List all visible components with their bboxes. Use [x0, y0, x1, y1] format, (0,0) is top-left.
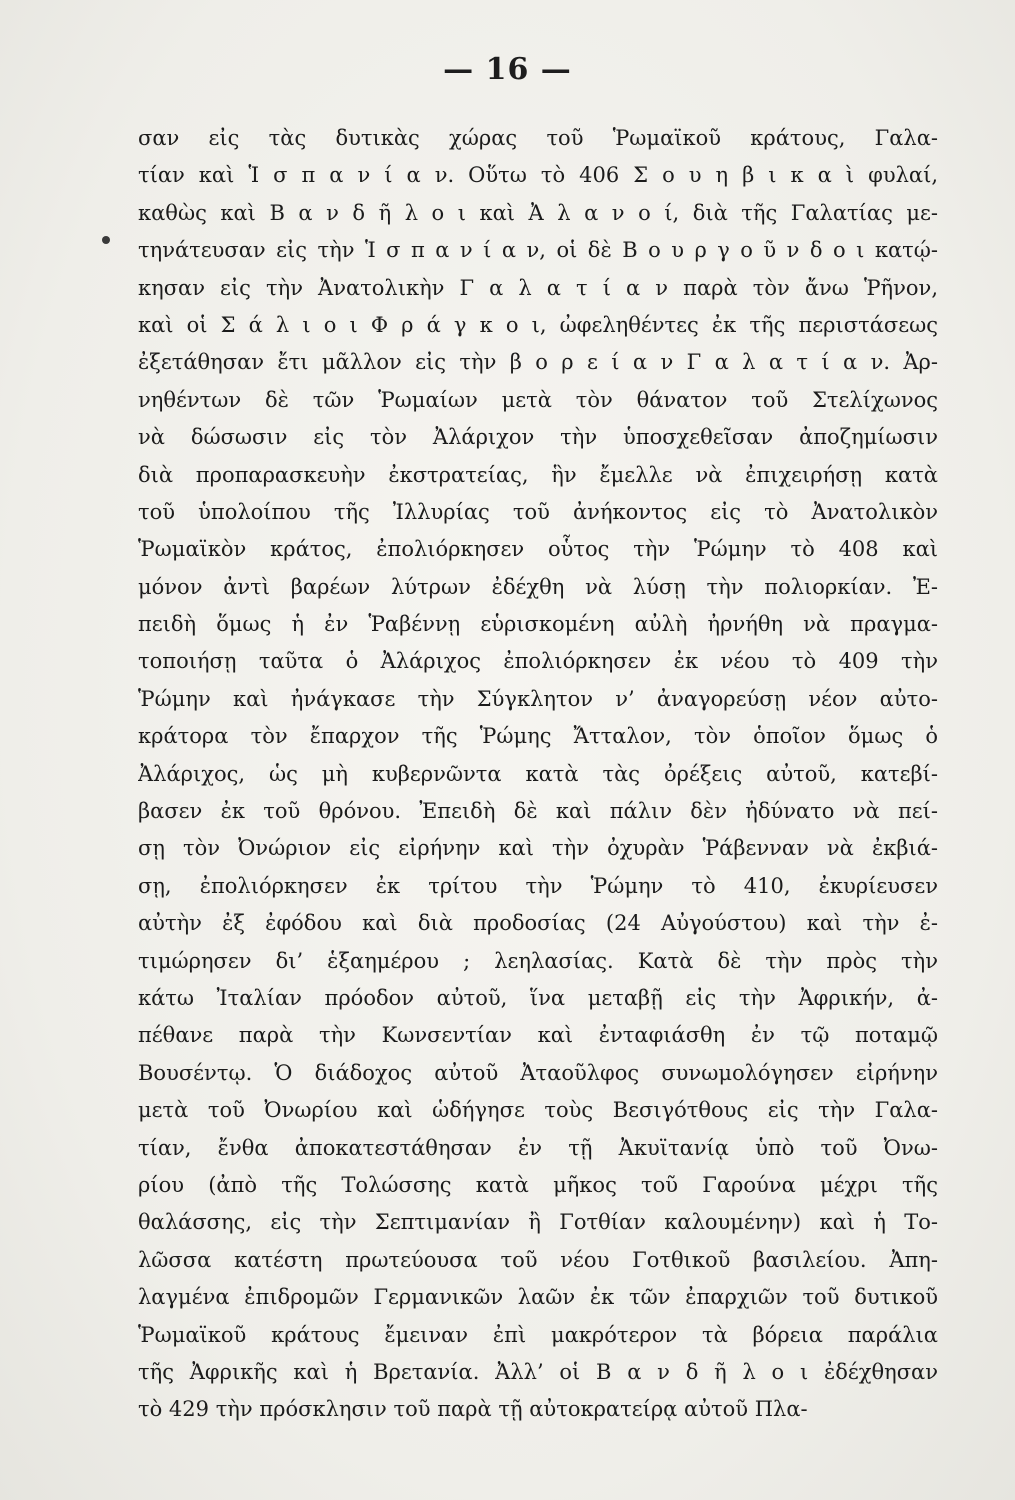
- text-line: κράτορα τὸν ἔπαρχον τῆς Ῥώμης Ἄτταλον, τὸν ὁποῖον ὅμως ὁ: [138, 724, 938, 749]
- text-line: πειδὴ ὅμως ἡ ἐν Ῥαβέννῃ εὑρισκομένη αὐλὴ ἠρνήθη νὰ πραγμα-: [138, 612, 938, 637]
- text-line: νὰ δώσωσιν εἰς τὸν Ἀλάριχον τὴν ὑποσχεθεῖσαν ἀποζημίωσιν: [138, 425, 938, 450]
- text-line: ἐξετάθησαν ἔτι μᾶλλον εἰς τὴν β ο ρ ε ί α ν Γ α λ α τ ί α ν. Ἀρ-: [138, 350, 938, 375]
- text-line: Ῥώμην καὶ ἠνάγκασε τὴν Σύγκλητον ν’ ἀναγορεύσῃ νέον αὐτο-: [138, 686, 938, 711]
- body-text: [138, 120, 938, 1429]
- text-line: Ῥωμαϊκοῦ κράτους ἔμειναν ἐπὶ μακρότερον τὰ βόρεια παράλια: [138, 1322, 938, 1347]
- text-line: σαν εἰς τὰς δυτικὰς χώρας τοῦ Ῥωμαϊκοῦ κράτους, Γαλα-: [138, 126, 938, 150]
- text-line: πέθανε παρὰ τὴν Κωνσεντίαν καὶ ἐνταφιάσθη ἐν τῷ ποταμῷ: [138, 1023, 938, 1048]
- text-line: τοῦ ὑπολοίπου τῆς Ἰλλυρίας τοῦ ἀνήκοντος εἰς τὸ Ἀνατολικὸν: [138, 499, 938, 524]
- text-line: Βουσέντῳ. Ὁ διάδοχος αὐτοῦ Ἀταοῦλφος συνωμολόγησεν εἰρήνην: [138, 1060, 938, 1085]
- text-line: τῆς Ἀφρικῆς καὶ ἡ Βρετανία. Ἀλλ’ οἱ Β α ν δ ῆ λ ο ι ἐδέχθησαν: [138, 1359, 938, 1384]
- text-line: κάτω Ἰταλίαν πρόοδον αὐτοῦ, ἵνα μεταβῇ εἰς τὴν Ἀφρικήν, ἀ-: [138, 985, 938, 1010]
- text-line: τίαν καὶ Ἱ σ π α ν ί α ν. Οὕτω τὸ 406 Σ ο υ η β ι κ α ὶ φυλαί,: [138, 163, 938, 188]
- text-line: τὸ 429 τὴν πρόσκλησιν τοῦ παρὰ τῇ αὐτοκρατείρᾳ αὐτοῦ Πλα-: [138, 1397, 808, 1422]
- text-line: τίαν, ἔνθα ἀποκατεστάθησαν ἐν τῇ Ἀκυϊτανίᾳ ὑπὸ τοῦ Ὀνω-: [138, 1135, 938, 1160]
- text-line: κησαν εἰς τὴν Ἀνατολικὴν Γ α λ α τ ί α ν παρὰ τὸν ἄνω Ῥῆνον,: [138, 275, 938, 300]
- text-line: θαλάσσης, εἰς τὴν Σεπτιμανίαν ἢ Γοτθίαν καλουμένην) καὶ ἡ Το-: [138, 1210, 938, 1235]
- text-line: καθὼς καὶ Β α ν δ ῆ λ ο ι καὶ Ἀ λ α ν ο ί, διὰ τῆς Γαλατίας με-: [138, 200, 938, 225]
- text-line: νηθέντων δὲ τῶν Ῥωμαίων μετὰ τὸν θάνατον τοῦ Στελίχωνος: [138, 387, 938, 412]
- text-line: ρίου (ἀπὸ τῆς Τολώσσης κατὰ μῆκος τοῦ Γαρούνα μέχρι τῆς: [138, 1172, 938, 1197]
- text-line: σῃ τὸν Ὀνώριον εἰς εἰρήνην καὶ τὴν ὀχυρὰν Ῥάβενναν νὰ ἐκβιά-: [138, 836, 938, 861]
- text-line: τιμώρησεν δι’ ἑξαημέρου ; λεηλασίας. Κατὰ δὲ τὴν πρὸς τὴν: [138, 948, 938, 973]
- text-line: λῶσσα κατέστη πρωτεύουσα τοῦ νέου Γοτθικοῦ βασιλείου. Ἀπη-: [138, 1247, 938, 1272]
- text-line: λαγμένα ἐπιδρομῶν Γερμανικῶν λαῶν ἐκ τῶν ἐπαρχιῶν τοῦ δυτικοῦ: [138, 1285, 938, 1310]
- text-line: τοποιήσῃ ταῦτα ὁ Ἀλάριχος ἐπολιόρκησεν ἐκ νέου τὸ 409 τὴν: [138, 649, 938, 674]
- text-line: Ἀλάριχος, ὡς μὴ κυβερνῶντα κατὰ τὰς ὀρέξεις αὐτοῦ, κατεβί-: [138, 761, 938, 786]
- text-line: μόνον ἀντὶ βαρέων λύτρων ἐδέχθη νὰ λύσῃ τὴν πολιορκίαν. Ἐ-: [138, 574, 938, 599]
- margin-ink-dot: [102, 236, 110, 244]
- text-line: αὐτὴν ἐξ ἐφόδου καὶ διὰ προδοσίας (24 Αὐγούστου) καὶ τὴν ἐ-: [138, 911, 938, 936]
- text-line: μετὰ τοῦ Ὀνωρίου καὶ ὡδήγησε τοὺς Βεσιγότθους εἰς τὴν Γαλα-: [138, 1098, 938, 1123]
- text-line: διὰ προπαρασκευὴν ἐκστρατείας, ἣν ἔμελλε νὰ ἐπιχειρήσῃ κατὰ: [138, 462, 938, 487]
- page-number: — 16 —: [443, 52, 572, 87]
- text-line: τηνάτευσαν εἰς τὴν Ἱ σ π α ν ί α ν, οἱ δὲ Β ο υ ρ γ ο ῦ ν δ ο ι κατῴ-: [138, 238, 938, 263]
- text-line: Ῥωμαϊκὸν κράτος, ἐπολιόρκησεν οὗτος τὴν Ῥώμην τὸ 408 καὶ: [138, 537, 938, 562]
- text-line: καὶ οἱ Σ ά λ ι ο ι Φ ρ ά γ κ ο ι, ὠφεληθέντες ἐκ τῆς περιστάσεως: [138, 312, 938, 337]
- text-line: σῃ, ἐπολιόρκησεν ἐκ τρίτου τὴν Ῥώμην τὸ 410, ἐκυρίευσεν: [138, 873, 938, 898]
- text-line: βασεν ἐκ τοῦ θρόνου. Ἐπειδὴ δὲ καὶ πάλιν δὲν ἠδύνατο νὰ πεί-: [138, 799, 938, 824]
